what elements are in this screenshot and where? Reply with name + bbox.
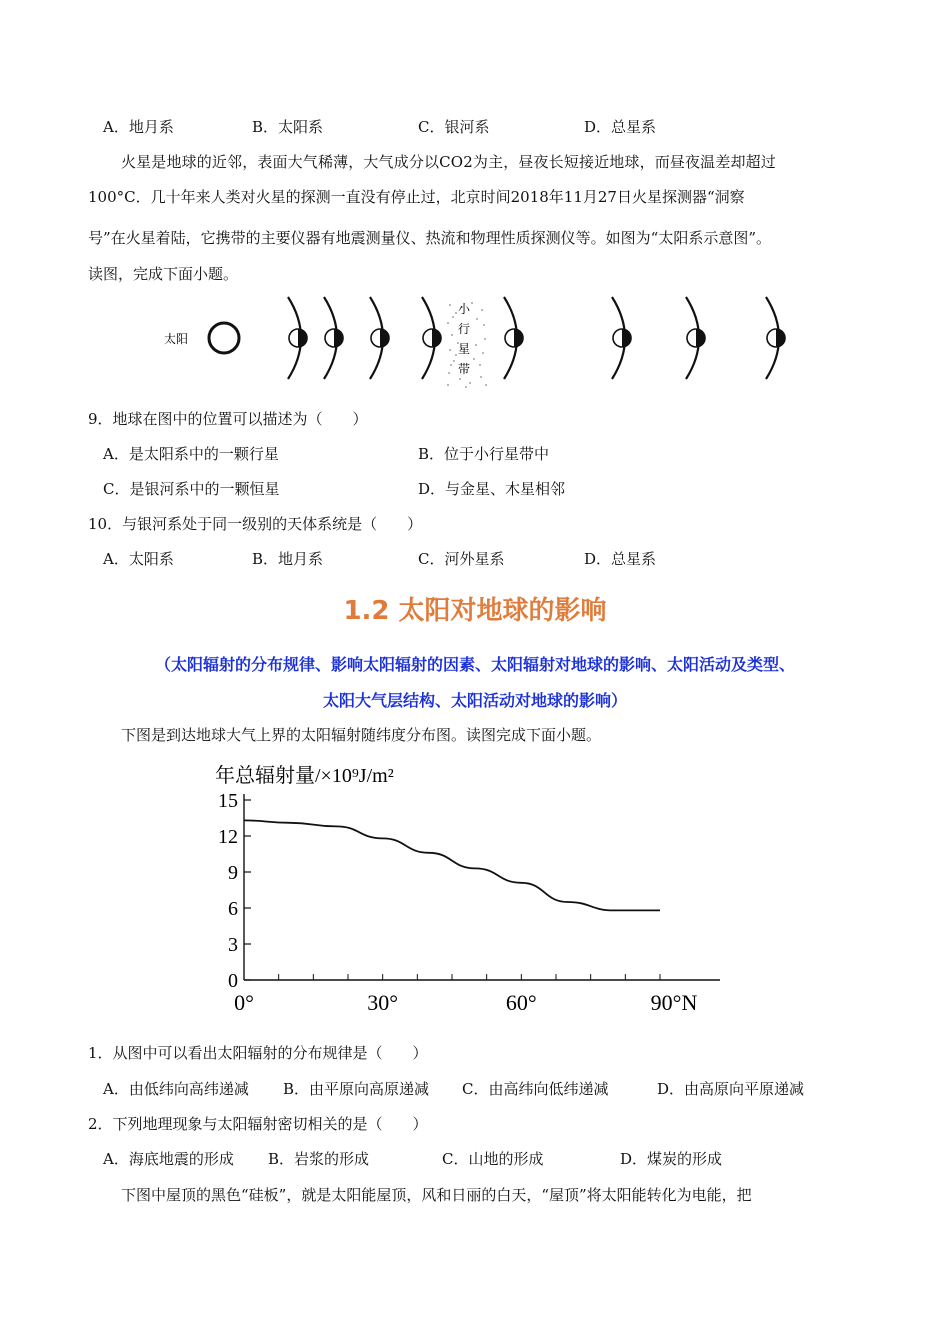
- q9-option-d: D．与金星、木星相邻: [418, 480, 566, 498]
- mars-passage-line-1: 火星是地球的近邻，表面大气稀薄，大气成分以CO2为主，昼夜长短接近地球，而昼夜温差却超过: [121, 153, 776, 171]
- sun-label: 太阳: [164, 332, 189, 346]
- q8-option-b: B．太阳系: [252, 118, 324, 136]
- radiation-line: [244, 820, 660, 910]
- q10-option-a: A．太阳系: [103, 550, 174, 568]
- svg-text:行: 行: [458, 322, 471, 336]
- chart-title: 年总辐射量/×10⁹J/m²: [215, 765, 394, 787]
- planet: [371, 329, 389, 347]
- chart-intro: 下图是到达地球大气上界的太阳辐射随纬度分布图。读图完成下面小题。: [121, 726, 602, 744]
- q2-option-b: B．岩浆的形成: [268, 1150, 370, 1168]
- q1-option-b: B．由平原向高原递减: [283, 1080, 430, 1098]
- mars-passage-line-2: 100°C．几十年来人类对火星的探测一直没有停止过，北京时间2018年11月27日火星探测器“洞察: [88, 188, 745, 206]
- section-subtitle-line-1: （太阳辐射的分布规律、影响太阳辐射的因素、太阳辐射对地球的影响、太阳活动及类型、: [154, 655, 795, 674]
- q10-option-d: D．总星系: [584, 550, 657, 568]
- q10-option-c: C．河外星系: [418, 550, 505, 568]
- q9-stem: 9．地球在图中的位置可以描述为（ ）: [88, 410, 368, 428]
- sun: [209, 323, 239, 353]
- q1-stem: 1．从图中可以看出太阳辐射的分布规律是（ ）: [88, 1044, 428, 1062]
- q10-stem: 10．与银河系处于同一级别的天体系统是（ ）: [88, 515, 423, 533]
- y-tick-label: 15: [218, 790, 238, 812]
- x-tick-label: 60°: [505, 990, 537, 1015]
- svg-text:星: 星: [458, 342, 471, 356]
- planet-group: [288, 297, 785, 379]
- q1-option-d: D．由高原向平原递减: [657, 1080, 805, 1098]
- q2-stem: 2．下列地理现象与太阳辐射密切相关的是（ ）: [88, 1115, 428, 1133]
- q1-option-c: C．由高纬向低纬递减: [462, 1080, 609, 1098]
- y-tick-label: 3: [228, 934, 238, 956]
- q9-option-b: B．位于小行星带中: [418, 445, 550, 463]
- q8-option-d: D．总星系: [584, 118, 657, 136]
- q10-option-b: B．地月系: [252, 550, 324, 568]
- q9-option-c: C．是银河系中的一颗恒星: [103, 480, 280, 498]
- y-tick-label: 12: [218, 826, 238, 848]
- mars-passage-line-3: 号”在火星着陆，它携带的主要仪器有地震测量仪、热流和物理性质探测仪等。如图为“太阳系示意图”。: [88, 229, 772, 247]
- q2-option-a: A．海底地震的形成: [103, 1150, 234, 1168]
- asteroid-belt-label: 小行星带: [150, 295, 154, 296]
- q2-option-c: C．山地的形成: [442, 1150, 544, 1168]
- section-subtitle-line-2: 太阳大气层结构、太阳活动对地球的影响）: [322, 691, 627, 710]
- q9-option-a: A．是太阳系中的一颗行星: [103, 445, 279, 463]
- q1-option-a: A．由低纬向高纬递减: [103, 1080, 249, 1098]
- x-tick-label: 90°N: [650, 990, 698, 1015]
- mars-passage-line-4: 读图，完成下面小题。: [88, 265, 239, 283]
- planet: [505, 329, 523, 347]
- planet: [325, 329, 343, 347]
- radiation-latitude-chart: [200, 755, 760, 1020]
- solar-system-diagram: [150, 295, 810, 395]
- x-tick-label: 30°: [367, 990, 399, 1015]
- svg-text:小: 小: [458, 302, 471, 316]
- q2-option-d: D．煤炭的形成: [620, 1150, 723, 1168]
- section-title: 1.2 太阳对地球的影响: [343, 596, 607, 626]
- last-passage: 下图中屋顶的黑色“硅板”，就是太阳能屋顶，风和日丽的白天，“屋顶”将太阳能转化为电能，把: [121, 1186, 752, 1204]
- planet: [613, 329, 631, 347]
- x-tick-label: 0°: [234, 990, 254, 1015]
- y-tick-label: 9: [228, 862, 238, 884]
- planet: [289, 329, 307, 347]
- svg-text:带: 带: [458, 362, 471, 376]
- planet: [767, 329, 785, 347]
- q8-option-a: A．地月系: [103, 118, 174, 136]
- y-tick-label: 0: [228, 970, 238, 992]
- q8-option-c: C．银河系: [418, 118, 490, 136]
- planet: [423, 329, 441, 347]
- planet: [687, 329, 705, 347]
- y-tick-label: 6: [228, 898, 238, 920]
